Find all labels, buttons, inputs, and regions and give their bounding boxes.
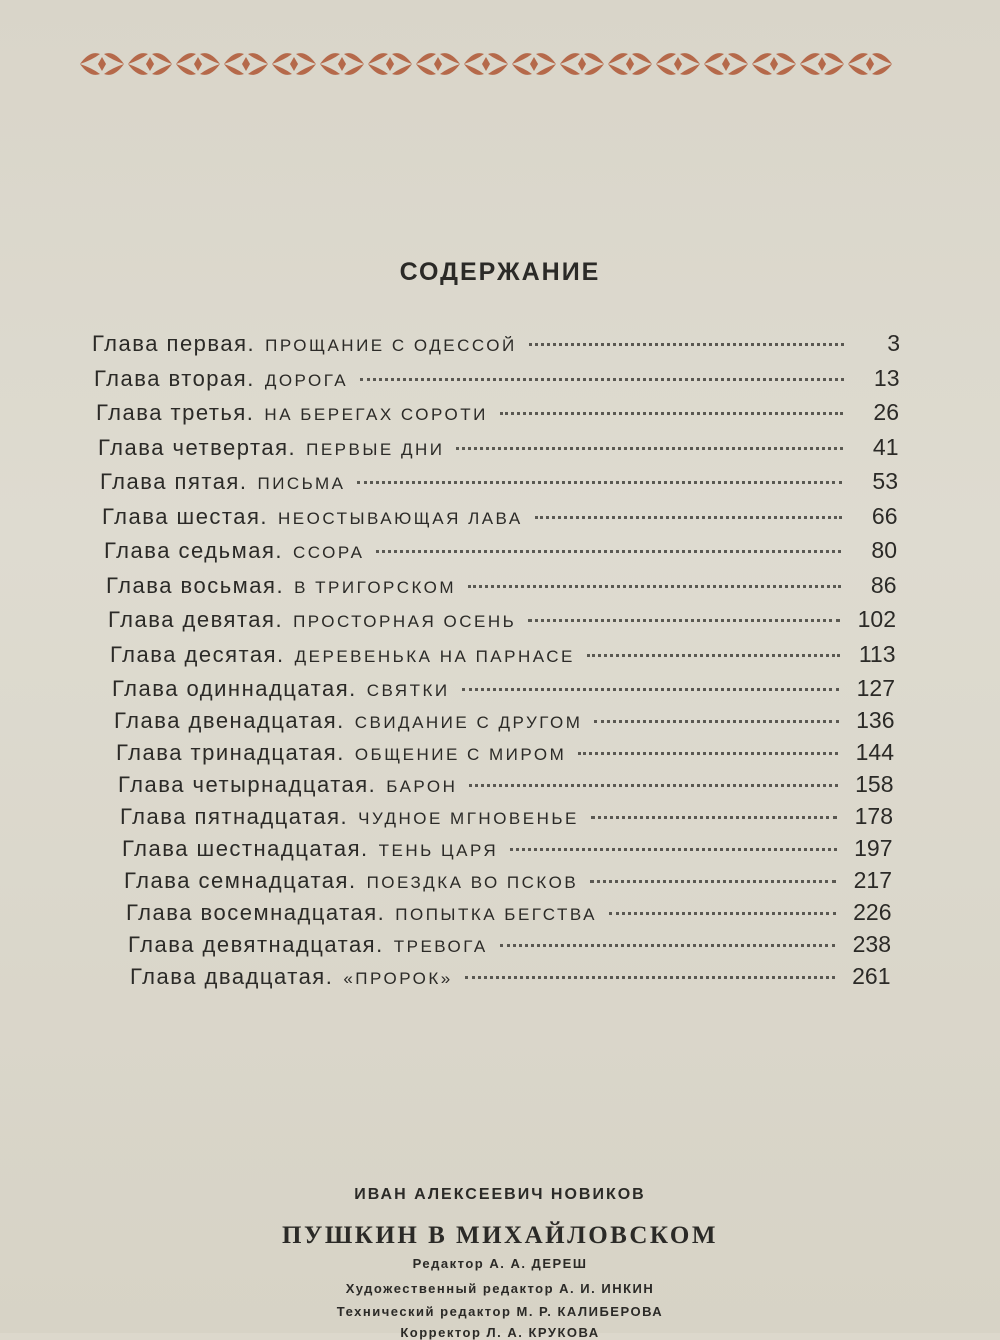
- ornament-leaf: [800, 53, 820, 64]
- ornament-leaf: [728, 53, 748, 64]
- ornament-leaf: [776, 53, 796, 64]
- toc-page-number: 26: [873, 399, 899, 425]
- toc-chapter-label: Глава девятнадцатая.: [128, 932, 384, 957]
- toc-page-number: 136: [856, 707, 895, 733]
- ornament-leaf: [626, 57, 634, 71]
- ornament-leaf: [200, 53, 220, 64]
- ornament-leaf: [536, 53, 556, 64]
- ornament-leaf: [824, 64, 844, 75]
- toc-row: [108, 606, 896, 638]
- ornament-leaf: [512, 53, 532, 64]
- ornament-leaf: [560, 53, 580, 64]
- ornament-leaf: [290, 57, 298, 71]
- ornament-leaf: [866, 57, 874, 71]
- ornament-leaf: [722, 57, 730, 71]
- ornament-leaf: [152, 53, 172, 64]
- ornament-leaf: [368, 64, 388, 75]
- ornament-leaf: [80, 64, 100, 75]
- toc-dot-leader: [468, 585, 840, 588]
- ornament-leaf: [104, 64, 124, 75]
- toc-chapter-label: Глава восьмая.: [106, 572, 285, 598]
- ornament-leaf: [464, 53, 484, 64]
- toc-chapter-title: ПИСЬМА: [257, 474, 346, 493]
- ornament-leaf: [680, 53, 700, 64]
- toc-chapter-title: ПРОЩАНИЕ С ОДЕССОЙ: [265, 336, 517, 355]
- ornament-leaf: [296, 64, 316, 75]
- toc-row: [98, 434, 899, 466]
- toc-chapter-title: ДЕРЕВЕНЬКА НА ПАРНАСЕ: [294, 646, 575, 666]
- ornament-leaf: [434, 57, 442, 71]
- toc-dot-leader: [535, 516, 842, 519]
- ornament-leaf: [344, 64, 364, 75]
- toc-chapter-title: В ТРИГОРСКОМ: [294, 577, 457, 597]
- toc-row: [94, 365, 900, 397]
- ornament-leaf: [704, 64, 724, 75]
- toc-chapter-title: СВИДАНИЕ С ДРУГОМ: [354, 713, 583, 732]
- ornament-leaf: [146, 57, 154, 71]
- toc-page-number: 66: [871, 502, 898, 529]
- ornament-leaf: [224, 53, 244, 64]
- toc-chapter-label: Глава двенадцатая.: [114, 708, 345, 733]
- imprint-tech-editor: Технический редактор М. Р. КАЛИБЕРОВА: [336, 1304, 664, 1319]
- imprint-editor: Редактор А. А. ДЕРЕШ: [412, 1256, 588, 1271]
- ornament-leaf: [80, 53, 100, 64]
- ornament-leaf: [176, 64, 196, 75]
- ornament-leaf: [128, 53, 148, 64]
- toc-chapter-label: Глава седьмая.: [104, 538, 283, 563]
- toc-row: [100, 468, 898, 500]
- toc-chapter-title: ПОПЫТКА БЕГСТВА: [395, 905, 597, 924]
- ornament-leaf: [224, 64, 244, 75]
- ornament-leaf: [560, 64, 580, 75]
- toc-chapter-label: Глава первая.: [92, 331, 256, 356]
- toc-dot-leader: [456, 447, 842, 450]
- toc-page-number: 113: [858, 640, 896, 667]
- ornament-leaf: [344, 53, 364, 64]
- toc-chapter-label: Глава двадцатая.: [130, 964, 334, 989]
- ornament-leaf: [440, 53, 460, 64]
- ornament-leaf: [320, 64, 340, 75]
- toc-chapter-label: Глава третья.: [96, 400, 255, 425]
- ornament-leaf: [578, 57, 586, 71]
- toc-row: [130, 963, 891, 995]
- toc-chapter-title: ССОРА: [292, 543, 365, 562]
- ornament-leaf: [152, 64, 172, 75]
- toc-dot-leader: [465, 976, 835, 979]
- ornament-leaf: [194, 57, 202, 71]
- toc-dot-leader: [469, 784, 837, 787]
- toc-chapter-label: Глава четырнадцатая.: [118, 772, 377, 797]
- toc-chapter-label: Глава шестая.: [102, 503, 269, 529]
- toc-dot-leader: [500, 944, 835, 947]
- toc-dot-leader: [590, 880, 836, 883]
- toc-dot-leader: [376, 550, 841, 553]
- toc-page-number: 41: [872, 433, 899, 460]
- ornament-leaf: [608, 64, 628, 75]
- ornament-leaf: [368, 53, 388, 64]
- toc-dot-leader: [500, 412, 843, 415]
- ornament-leaf: [584, 53, 604, 64]
- toc-chapter-label: Глава вторая.: [94, 365, 255, 391]
- imprint-art-editor: Художественный редактор А. И. ИНКИН: [345, 1281, 655, 1296]
- toc-chapter-label: Глава тринадцатая.: [116, 740, 345, 765]
- toc-row: [102, 503, 898, 535]
- contents-heading: СОДЕРЖАНИЕ: [399, 258, 601, 286]
- toc-page-number: 226: [853, 899, 892, 925]
- toc-chapter-title: ТЕНЬ ЦАРЯ: [378, 841, 499, 860]
- toc-page-number: 13: [873, 364, 900, 391]
- toc-dot-leader: [529, 343, 844, 346]
- toc-chapter-label: Глава восемнадцатая.: [126, 900, 386, 925]
- ornament-leaf: [176, 53, 196, 64]
- ornament-leaf: [800, 64, 820, 75]
- ornament-leaf: [272, 53, 292, 64]
- ornament-leaf: [416, 64, 436, 75]
- toc-row: [112, 675, 895, 707]
- ornament-leaf: [512, 64, 532, 75]
- ornament-leaf: [296, 53, 316, 64]
- toc-dot-leader: [510, 848, 836, 851]
- ornament-leaf: [728, 64, 748, 75]
- toc-chapter-title: ЧУДНОЕ МГНОВЕНЬЕ: [358, 809, 579, 828]
- ornament-leaf: [488, 53, 508, 64]
- toc-row: [128, 931, 891, 963]
- toc-page-number: 102: [857, 606, 896, 632]
- toc-chapter-title: ТРЕВОГА: [393, 937, 488, 956]
- toc-row: [92, 330, 900, 362]
- toc-dot-leader: [591, 816, 837, 819]
- toc-page-number: 261: [852, 963, 891, 989]
- ornament-leaf: [674, 57, 682, 71]
- toc-dot-leader: [578, 752, 838, 755]
- ornament-leaf: [632, 64, 652, 75]
- toc-chapter-label: Глава десятая.: [110, 641, 285, 667]
- toc-row: [104, 537, 897, 569]
- toc-dot-leader: [357, 481, 842, 484]
- toc-chapter-label: Глава пятая.: [100, 469, 248, 494]
- ornament-leaf: [242, 57, 250, 71]
- ornament-leaf: [386, 57, 394, 71]
- toc-dot-leader: [609, 912, 836, 915]
- ornament-leaf: [872, 53, 892, 64]
- decorative-ornament-band: [78, 46, 896, 82]
- toc-chapter-title: НЕОСТЫВАЮЩАЯ ЛАВА: [278, 508, 523, 528]
- toc-page-number: 53: [872, 468, 898, 494]
- toc-page-number: 238: [852, 931, 891, 957]
- ornament-leaf: [272, 64, 292, 75]
- ornament-leaf: [440, 64, 460, 75]
- toc-chapter-title: ДОРОГА: [264, 370, 349, 390]
- imprint-book-title: ПУШКИН В МИХАЙЛОВСКОМ: [282, 1222, 718, 1249]
- toc-page-number: 197: [854, 835, 893, 861]
- toc-page-number: 3: [887, 330, 900, 356]
- ornament-leaf: [392, 53, 412, 64]
- toc-dot-leader: [528, 619, 840, 622]
- toc-row: [118, 771, 894, 803]
- toc-chapter-title: НА БЕРЕГАХ СОРОТИ: [264, 405, 488, 424]
- ornament-leaf: [704, 53, 724, 64]
- ornament-leaf: [656, 53, 676, 64]
- toc-page-number: 80: [871, 537, 897, 563]
- ornament-leaf: [752, 53, 772, 64]
- toc-chapter-label: Глава девятая.: [108, 607, 284, 632]
- toc-chapter-label: Глава пятнадцатая.: [120, 804, 349, 829]
- ornament-leaf: [848, 64, 868, 75]
- toc-row: [114, 707, 895, 739]
- toc-dot-leader: [587, 654, 840, 657]
- toc-chapter-title: БАРОН: [386, 777, 458, 796]
- toc-chapter-title: ПЕРВЫЕ ДНИ: [306, 439, 445, 459]
- toc-dot-leader: [360, 378, 843, 381]
- ornament-leaf: [392, 64, 412, 75]
- toc-dot-leader: [462, 688, 839, 691]
- ornament-leaf: [818, 57, 826, 71]
- toc-chapter-title: СВЯТКИ: [366, 681, 450, 700]
- ornament-leaf: [824, 53, 844, 64]
- toc-page-number: 86: [870, 571, 897, 598]
- toc-page-number: 144: [855, 739, 894, 765]
- ornament-leaf: [680, 64, 700, 75]
- toc-row: [122, 835, 893, 867]
- toc-chapter-title: ПРОСТОРНАЯ ОСЕНЬ: [293, 612, 517, 631]
- toc-page-number: 178: [854, 803, 893, 829]
- ornament-leaf: [848, 53, 868, 64]
- toc-chapter-label: Глава четвертая.: [98, 434, 297, 460]
- toc-dot-leader: [594, 720, 838, 723]
- toc-row: [96, 399, 899, 431]
- toc-row: [126, 899, 892, 931]
- ornament-leaf: [104, 53, 124, 64]
- imprint-author: ИВАН АЛЕКСЕЕВИЧ НОВИКОВ: [354, 1186, 646, 1203]
- ornament-leaf: [464, 64, 484, 75]
- toc-row: [116, 739, 894, 771]
- ornament-leaf: [536, 64, 556, 75]
- imprint-proofreader: Корректор Л. А. КРУКОВА: [400, 1325, 600, 1340]
- ornament-leaf: [776, 64, 796, 75]
- ornament-leaf: [320, 53, 340, 64]
- ornament-leaf: [752, 64, 772, 75]
- toc-page-number: 158: [855, 771, 894, 797]
- ornament-leaf: [416, 53, 436, 64]
- ornament-leaf: [770, 57, 778, 71]
- toc-chapter-title: ПОЕЗДКА ВО ПСКОВ: [366, 873, 579, 892]
- toc-page-number: 127: [856, 675, 895, 701]
- toc-chapter-title: ОБЩЕНИЕ С МИРОМ: [354, 745, 567, 764]
- ornament-leaf: [248, 53, 268, 64]
- ornament-leaf: [584, 64, 604, 75]
- ornament-leaf: [128, 64, 148, 75]
- ornament-leaf: [632, 53, 652, 64]
- ornament-leaf: [248, 64, 268, 75]
- ornament-leaf: [482, 57, 490, 71]
- toc-chapter-title: «ПРОРОК»: [343, 969, 453, 988]
- ornament-leaf: [200, 64, 220, 75]
- toc-row: [106, 572, 897, 604]
- toc-chapter-label: Глава шестнадцатая.: [122, 836, 369, 861]
- toc-row: [110, 641, 896, 673]
- toc-chapter-label: Глава семнадцатая.: [124, 868, 357, 893]
- toc-row: [124, 867, 892, 899]
- ornament-leaf: [488, 64, 508, 75]
- toc-page-number: 217: [853, 867, 892, 893]
- ornament-leaf: [530, 57, 538, 71]
- toc-chapter-label: Глава одиннадцатая.: [112, 676, 357, 701]
- ornament-leaf: [872, 64, 892, 75]
- toc-row: [120, 803, 893, 835]
- ornament-leaf: [338, 57, 346, 71]
- ornament-leaf: [608, 53, 628, 64]
- ornament-leaf: [656, 64, 676, 75]
- ornament-leaf: [98, 57, 106, 71]
